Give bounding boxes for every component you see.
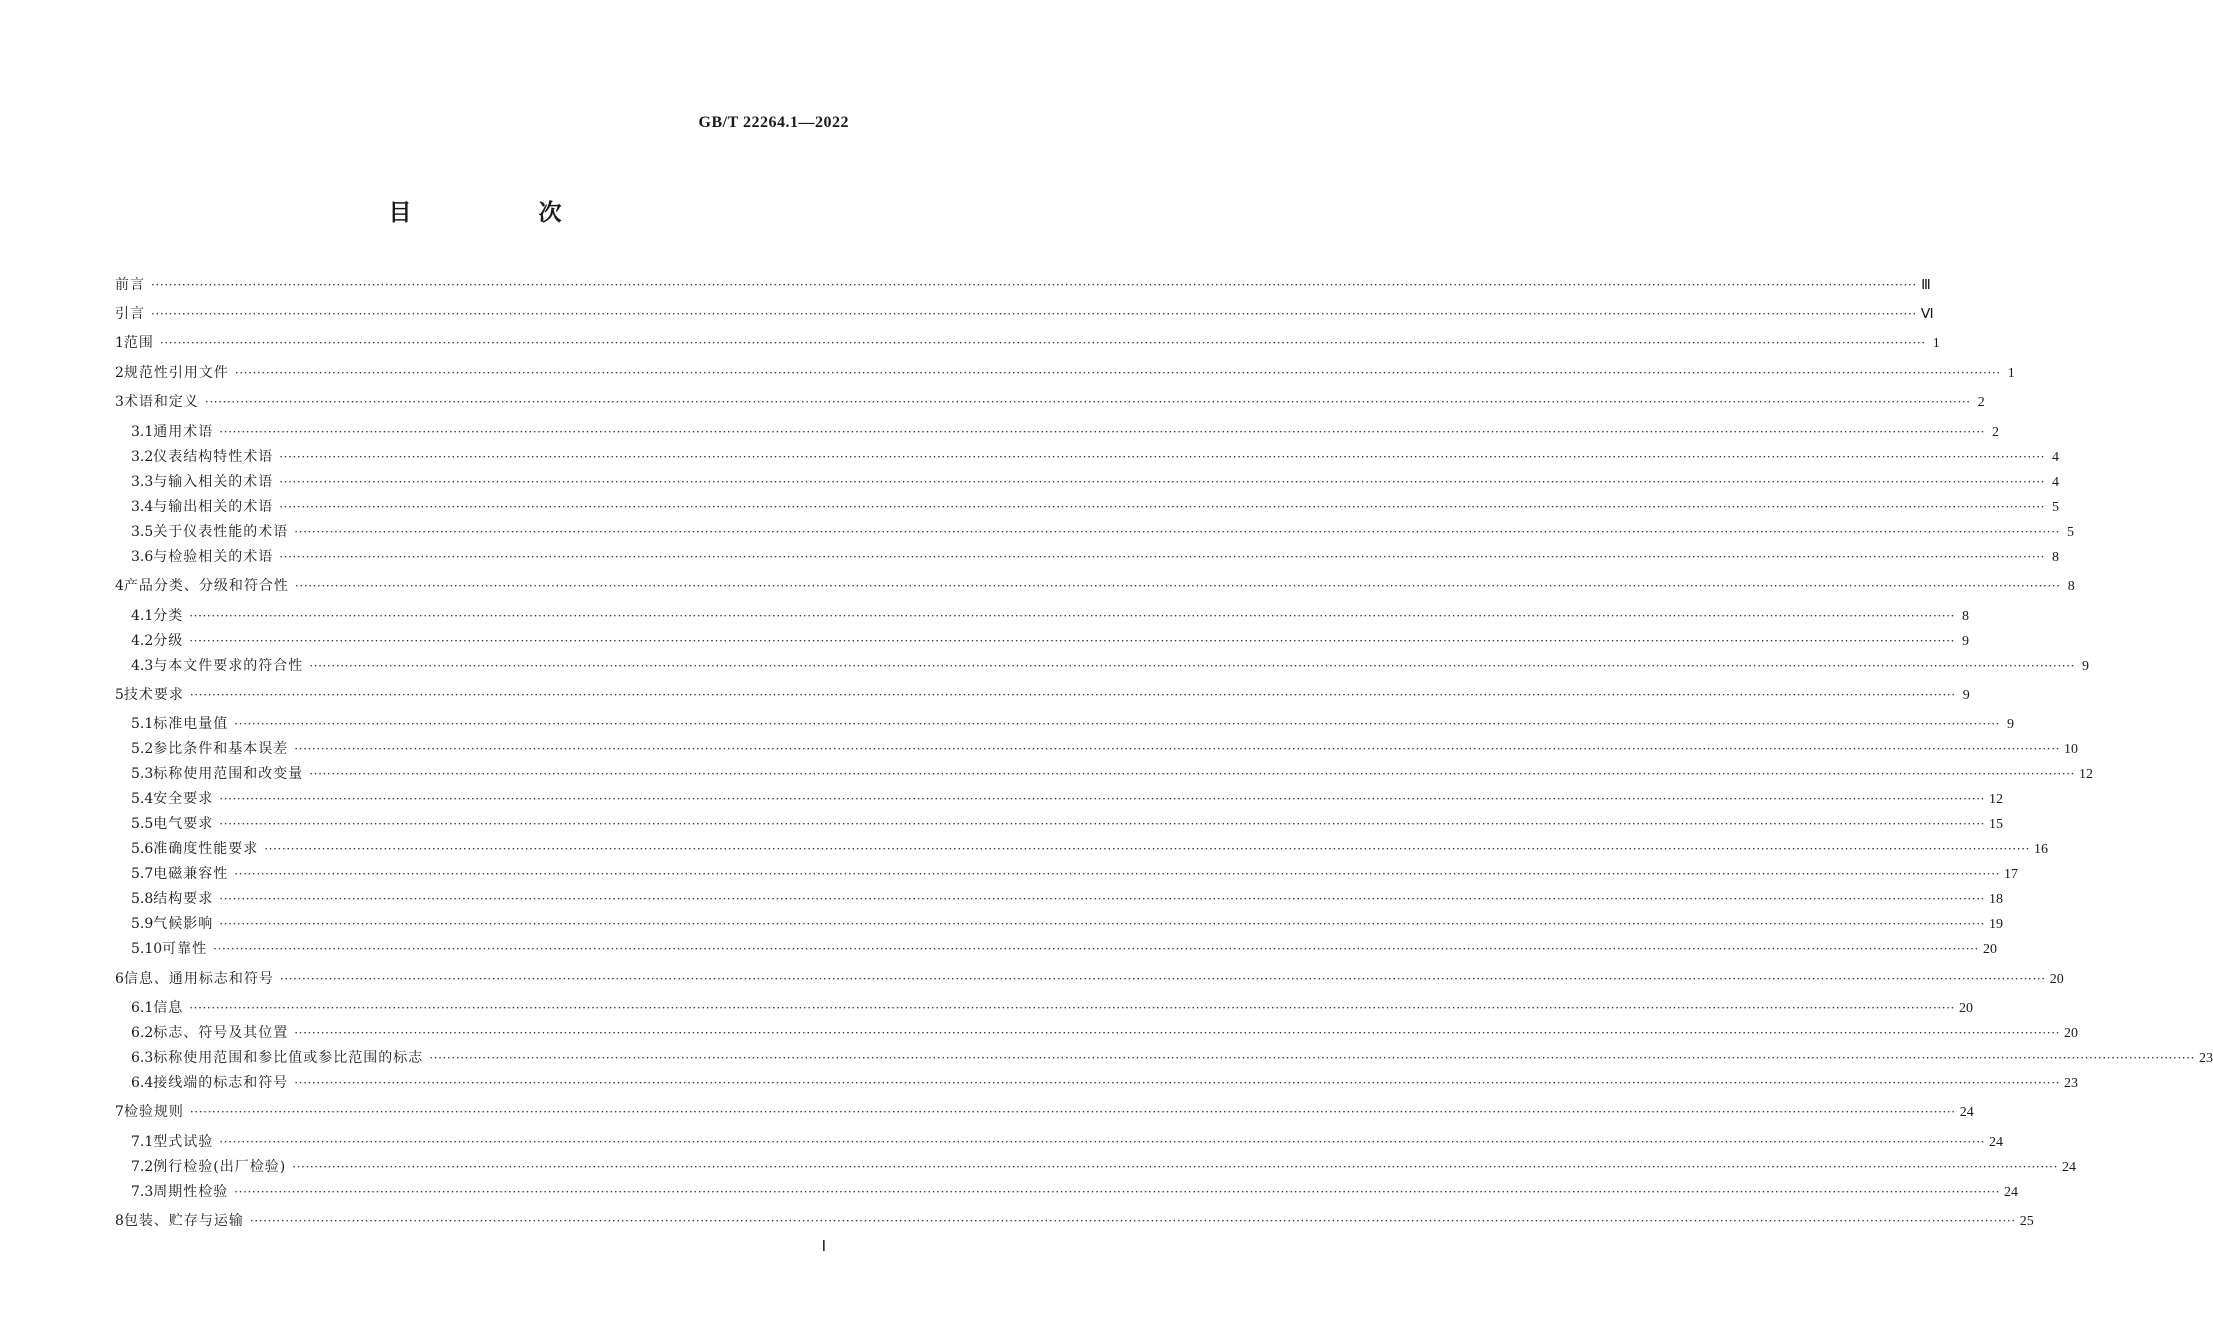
toc-entry-page: 18 [1989, 892, 2004, 907]
toc-leader-dots: ················································································································································································································································································································································································································ [234, 717, 2001, 731]
toc-leader-dots: ················································································································································································································································································································································································································ [294, 1026, 2061, 1040]
toc-entry-title: 引言 [115, 306, 145, 322]
toc-leader-dots: ················································································································································································································································································································································································································ [294, 579, 2061, 593]
toc-entry-number: 1 [115, 335, 124, 351]
toc-entry-number: 5.6 [131, 841, 154, 857]
toc-entry[interactable] [131, 1023, 2079, 1043]
toc-entry[interactable] [131, 714, 2015, 734]
toc-entry-page: 8 [1962, 609, 1970, 624]
toc-entry[interactable] [115, 333, 1940, 353]
toc-leader-dots: ················································································································································································································································································································································································································ [234, 1185, 2001, 1199]
toc-entry-title: 产品分类、分级和符合性 [123, 578, 289, 594]
toc-entry-page: 24 [2004, 1185, 2019, 1200]
toc-entry[interactable] [131, 522, 2075, 542]
toc-entry[interactable] [131, 497, 2060, 517]
toc-entry-title: 与本文件要求的符合性 [153, 658, 304, 674]
toc-entry-title: 标准电量值 [153, 716, 229, 732]
toc-leader-dots: ················································································································································································································································································································································································································ [213, 942, 1979, 956]
toc-entry-number: 4 [115, 578, 124, 594]
toc-entry-page: Ⅵ [1920, 307, 1934, 322]
toc-entry[interactable] [131, 764, 2094, 784]
toc-entry-title: 准确度性能要求 [153, 841, 259, 857]
toc-leader-dots: ················································································································································································································································································································································································································ [294, 1076, 2061, 1090]
toc-leader-dots: ················································································································································································································································································································································································································ [429, 1051, 2196, 1065]
toc-entry[interactable] [115, 275, 1931, 295]
toc-leader-dots: ················································································································································································································································································································································································································ [279, 500, 2046, 514]
toc-entry[interactable] [131, 814, 2004, 834]
toc-entry-title: 分类 [153, 608, 184, 624]
toc-leader-dots: ················································································································································································································································································································································································································ [151, 307, 1917, 321]
toc-entry[interactable] [131, 939, 1997, 959]
toc-entry[interactable] [131, 998, 1974, 1018]
toc-entry-page: 12 [1989, 792, 2004, 807]
toc-leader-dots: ················································································································································································································································································································································································································ [279, 972, 2046, 986]
toc-entry-number: 4.3 [131, 658, 154, 674]
toc-entry-page: 5 [2052, 500, 2060, 515]
toc-entry-number: 3 [115, 394, 124, 410]
toc-entry-page: 2 [1977, 395, 1985, 410]
toc-entry[interactable] [115, 576, 2075, 596]
toc-entry-page: 24 [1989, 1135, 2004, 1150]
toc-entry-title: 范围 [123, 335, 154, 351]
toc-entry[interactable] [131, 889, 2004, 909]
toc-entry-title: 前言 [115, 277, 145, 293]
footer-page-number: Ⅰ [821, 1239, 826, 1255]
toc-entry-title: 结构要求 [153, 891, 214, 907]
toc-entry[interactable] [115, 969, 2064, 989]
toc-leader-dots: ················································································································································································································································································································································································································ [151, 278, 1917, 292]
toc-entry-title: 标志、符号及其位置 [153, 1025, 289, 1041]
toc-entry-page: 24 [1959, 1105, 1974, 1120]
toc-entry[interactable] [131, 1048, 2213, 1068]
toc-entry-page: 24 [2061, 1160, 2076, 1175]
toc-leader-dots: ················································································································································································································································································································································································································ [219, 892, 1986, 906]
toc-entry-title: 周期性检验 [153, 1184, 229, 1200]
toc-leader-dots: ················································································································································································································································································································································································································ [189, 634, 1956, 648]
toc-entry[interactable] [131, 656, 2090, 676]
toc-entry-title: 通用术语 [153, 424, 214, 440]
toc-entry-number: 5.5 [131, 816, 154, 832]
toc-entry-number: 7.3 [131, 1184, 154, 1200]
toc-entry-title: 仪表结构特性术语 [153, 449, 274, 465]
toc-entry-page: 8 [2052, 550, 2060, 565]
toc-leader-dots: ················································································································································································································································································································································································································ [189, 609, 1956, 623]
toc-entry-number: 7 [115, 1104, 124, 1120]
toc-entry[interactable] [115, 1102, 1974, 1122]
toc-entry[interactable] [115, 685, 1970, 705]
toc-entry-title: 与输入相关的术语 [153, 474, 274, 490]
toc-entry-page: Ⅲ [1921, 278, 1931, 293]
toc-entry-page: 1 [1932, 336, 1940, 351]
toc-entry-number: 3.6 [131, 549, 154, 565]
toc-entry[interactable] [131, 789, 2004, 809]
toc-leader-dots: ················································································································································································································································································································································································································ [189, 1001, 1956, 1015]
toc-entry-page: 17 [2004, 867, 2019, 882]
page-title: 目 次 [388, 200, 614, 226]
toc-entry[interactable] [131, 547, 2060, 567]
toc-entry-title: 与输出相关的术语 [153, 499, 274, 515]
toc-entry-number: 5.9 [131, 916, 154, 932]
toc-entry-title: 安全要求 [153, 791, 214, 807]
toc-leader-dots: ················································································································································································································································································································································································································ [234, 366, 2001, 380]
toc-leader-dots: ················································································································································································································································································································································································································ [294, 742, 2061, 756]
toc-entry[interactable] [131, 864, 2019, 884]
toc-entry-number: 4.2 [131, 633, 154, 649]
toc-entry-number: 3.4 [131, 499, 154, 515]
toc-entry-number: 5 [115, 687, 124, 703]
toc-entry-title: 参比条件和基本误差 [153, 741, 289, 757]
toc-entry-page: 4 [2052, 450, 2060, 465]
toc-entry-title: 术语和定义 [123, 394, 199, 410]
toc-entry[interactable] [131, 631, 1970, 651]
toc-entry-title: 规范性引用文件 [123, 365, 229, 381]
toc-entry[interactable] [131, 914, 2004, 934]
toc-entry-title: 例行检验(出厂检验) [153, 1159, 287, 1175]
toc-entry-title: 型式试验 [153, 1134, 214, 1150]
toc-entry-page: 16 [2034, 842, 2049, 857]
toc-entry[interactable] [131, 606, 1970, 626]
toc-entry-number: 5.10 [131, 941, 163, 957]
toc-leader-dots: ················································································································································································································································································································································································································ [294, 525, 2061, 539]
toc-entry[interactable] [115, 363, 2015, 383]
toc-entry-title: 可靠性 [162, 941, 208, 957]
toc-entry-number: 8 [115, 1213, 124, 1229]
toc-leader-dots: ················································································································································································································································································································································································································ [219, 425, 1986, 439]
toc-entry-page: 12 [2079, 767, 2094, 782]
toc-entry[interactable] [115, 304, 1934, 324]
toc-entry[interactable] [131, 1132, 2004, 1152]
toc-entry-number: 3.1 [131, 424, 154, 440]
toc-entry-number: 3.5 [131, 524, 154, 540]
toc-entry-page: 20 [2064, 1026, 2079, 1041]
toc-entry-number: 7.1 [131, 1134, 154, 1150]
toc-leader-dots: ················································································································································································································································································································································································································ [264, 842, 2031, 856]
toc-entry-title: 信息、通用标志和符号 [123, 971, 274, 987]
toc-entry-number: 6.4 [131, 1075, 154, 1091]
toc-leader-dots: ················································································································································································································································································································································································································ [279, 475, 2046, 489]
toc-leader-dots: ················································································································································································································································································································································································································ [204, 395, 1971, 409]
toc-entry-number: 5.3 [131, 766, 154, 782]
toc-entry-title: 检验规则 [123, 1104, 184, 1120]
toc-entry-page: 9 [2082, 659, 2090, 674]
toc-leader-dots: ················································································································································································································································································································································································································ [219, 917, 1986, 931]
toc-entry-page: 9 [1962, 634, 1970, 649]
toc-leader-dots: ················································································································································································································································································································································································································ [309, 659, 2076, 673]
toc-entry-page: 4 [2052, 475, 2060, 490]
toc-entry-title: 标称使用范围和参比值或参比范围的标志 [153, 1050, 424, 1066]
toc-leader-dots: ················································································································································································································································································································································································································ [279, 550, 2046, 564]
toc-leader-dots: ················································································································································································································································································································································································································ [234, 867, 2001, 881]
toc-entry-number: 3.2 [131, 449, 154, 465]
toc-leader-dots: ················································································································································································································································································································································································································ [189, 688, 1956, 702]
toc-entry-title: 信息 [153, 1000, 184, 1016]
toc-entry[interactable] [131, 1182, 2019, 1202]
toc-entry-number: 2 [115, 365, 124, 381]
toc-entry[interactable] [131, 447, 2060, 467]
toc-entry-title: 气候影响 [153, 916, 214, 932]
toc-leader-dots: ················································································································································································································································································································································································································ [219, 1135, 1986, 1149]
toc-entry-page: 19 [1989, 917, 2004, 932]
toc-entry-page: 1 [2007, 366, 2015, 381]
toc-entry-number: 5.7 [131, 866, 154, 882]
toc-entry-page: 9 [1962, 688, 1970, 703]
toc-entry[interactable] [131, 739, 2079, 759]
toc-leader-dots: ················································································································································································································································································································································································································ [309, 767, 2076, 781]
toc-entry-page: 23 [2064, 1076, 2079, 1091]
toc-entry-number: 5.1 [131, 716, 154, 732]
toc-entry-title: 与检验相关的术语 [153, 549, 274, 565]
toc-entry-page: 8 [2067, 579, 2075, 594]
toc-entry-number: 3.3 [131, 474, 154, 490]
toc-entry-title: 接线端的标志和符号 [153, 1075, 289, 1091]
toc-entry[interactable] [131, 1157, 2076, 1177]
toc-entry-title: 电磁兼容性 [153, 866, 229, 882]
toc-entry[interactable] [131, 472, 2060, 492]
toc-entry-page: 2 [1992, 425, 2000, 440]
toc-entry-page: 9 [2007, 717, 2015, 732]
toc-entry-number: 7.2 [131, 1159, 154, 1175]
toc-entry-title: 电气要求 [153, 816, 214, 832]
toc-entry[interactable] [131, 1073, 2079, 1093]
toc-leader-dots: ················································································································································································································································································································································································································ [292, 1160, 2058, 1174]
toc-entry-number: 6.2 [131, 1025, 154, 1041]
toc-entry[interactable] [131, 839, 2049, 859]
toc-entry-page: 20 [1959, 1001, 1974, 1016]
toc-leader-dots: ················································································································································································································································································································································································································ [159, 336, 1926, 350]
toc-entry-page: 23 [2199, 1051, 2213, 1066]
toc-leader-dots: ················································································································································································································································································································································································································ [189, 1105, 1956, 1119]
toc-entry-number: 6 [115, 971, 124, 987]
toc-leader-dots: ················································································································································································································································································································································································································ [279, 450, 2046, 464]
toc-entry-page: 5 [2067, 525, 2075, 540]
toc-entry-title: 包装、贮存与运输 [123, 1213, 244, 1229]
toc-entry-page: 15 [1989, 817, 2004, 832]
standard-number: GB/T 22264.1—2022 [698, 114, 849, 131]
toc-leader-dots: ················································································································································································································································································································································································································ [219, 817, 1986, 831]
toc-entry-title: 分级 [153, 633, 184, 649]
toc-entry-number: 6.3 [131, 1050, 154, 1066]
toc-entry-title: 技术要求 [123, 687, 184, 703]
toc-entry[interactable] [115, 392, 1985, 412]
toc-entry-number: 5.8 [131, 891, 154, 907]
toc-entry-number: 5.4 [131, 791, 154, 807]
toc-leader-dots: ················································································································································································································································································································································································································ [249, 1214, 2016, 1228]
toc-entry-page: 10 [2064, 742, 2079, 757]
toc-entry-title: 关于仪表性能的术语 [153, 524, 289, 540]
toc-entry-number: 6.1 [131, 1000, 154, 1016]
toc-entry-page: 25 [2019, 1214, 2034, 1229]
toc-entry[interactable] [131, 422, 2000, 442]
toc-entry-page: 20 [1982, 942, 1997, 957]
toc-leader-dots: ················································································································································································································································································································································································································ [219, 792, 1986, 806]
toc-entry-page: 20 [2049, 972, 2064, 987]
toc-entry-number: 5.2 [131, 741, 154, 757]
toc-entry[interactable] [115, 1211, 2034, 1231]
toc-entry-number: 4.1 [131, 608, 154, 624]
toc-entry-title: 标称使用范围和改变量 [153, 766, 304, 782]
